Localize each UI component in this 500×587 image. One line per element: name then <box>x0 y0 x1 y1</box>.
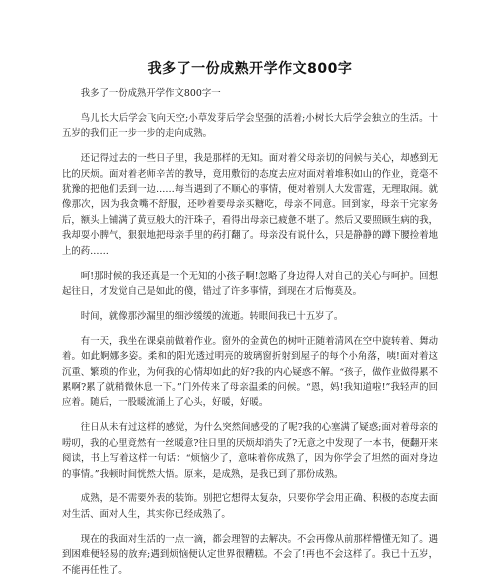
paragraph-4: 呵!那时候的我还真是一个无知的小孩子啊!忽略了身边得人对自己的关心与呵护。回想起往日，才发觉自己是如此的傻，错过了许多事情，到现在才后悔莫及。 <box>62 270 438 297</box>
paragraph-6: 有一天，我坐在课桌前做着作业。窗外的金黄色的树叶正随着清风在空中旋转着、舞动着。如此婀娜多姿。柔和的阳光透过明亮的玻璃窗折射到屋子的每个小角落，咦!面对着这沉重、繁琐的作业，为何我的心情却如此的好?我的内心疑惑不解。“孩子，做作业做得累不累啊?累了就稍微休息一下。”门外传来了母亲温柔的问候。“恩，妈!我知道啦!”我轻声的回应着。随后，一股暖流涌上了心头，好暖，好暖。 <box>62 335 438 409</box>
paragraph-3: 还记得过去的一些日子里，我是那样的无知。面对着父母亲切的问候与关心，却感到无比的厌烦。面对着老师辛苦的教导，竟用敷衍的态度去应对面对着堆积如山的作业，竟毫不犹豫的把他们丢到一边……每当遇到了不顺心的事情，便对着别人大发雷霆，无理取闹。就像那次，因为我贪嘴不舒服，还吵着要母亲买糖吃，母亲不同意。回到家，母亲干完家务后，额头上铺满了黄豆般大的汗珠子，看得出母亲已疲惫不堪了。然后又要照顾生病的我，我却耍小脾气，狠狠地把母亲手里的药打翻了。母亲没有说什么，只是静静的蹲下腰捡着地上的药…… <box>62 153 438 257</box>
document-body <box>62 86 438 587</box>
paragraph-9: 现在的我面对生活的一点一滴，都会理智的去解决。不会再像从前那样懵懂无知了。遇到困难便轻易的放弃;遇到烦恼便认定世界很糟糕。不会了!再也不会这样了。我已十五岁，不能再任性了。 <box>62 533 438 576</box>
document-title: 我多了一份成熟开学作文800字 <box>147 61 353 77</box>
paragraph-1: 我多了一份成熟开学作文800字一 <box>80 88 221 99</box>
paragraph-8: 成熟，是不需要外表的装饰。别把它想得太复杂，只要你学会用正确、积极的态度去面对生活、面对人生，其实你已经成熟了。 <box>62 493 438 520</box>
paragraph-7: 往日从未有过这样的感觉，为什么突然间感受的了呢?我的心塞满了疑惑;面对着母亲的唠叨，我的心里竟然有一丝暖意?往日里的厌烦却消失了?无意之中发现了一本书，便翻开来阅读，书上写着这样一句话：“烦恼少了，意味着你成熟了，因为你学会了坦然的面对身边的事情。”我顿时间恍然大悟。原来，是成熟，是我已到了那份成熟。 <box>62 422 438 480</box>
paragraph-5: 时间，就像那沙漏里的细沙缓缓的流逝。转眼间我已十五岁了。 <box>80 310 344 322</box>
paragraph-2: 鸟儿长大后学会飞向天空;小草发芽后学会坚强的活着;小树长大后学会独立的生活。十五岁的我们正一步一步的走向成熟。 <box>62 112 438 140</box>
